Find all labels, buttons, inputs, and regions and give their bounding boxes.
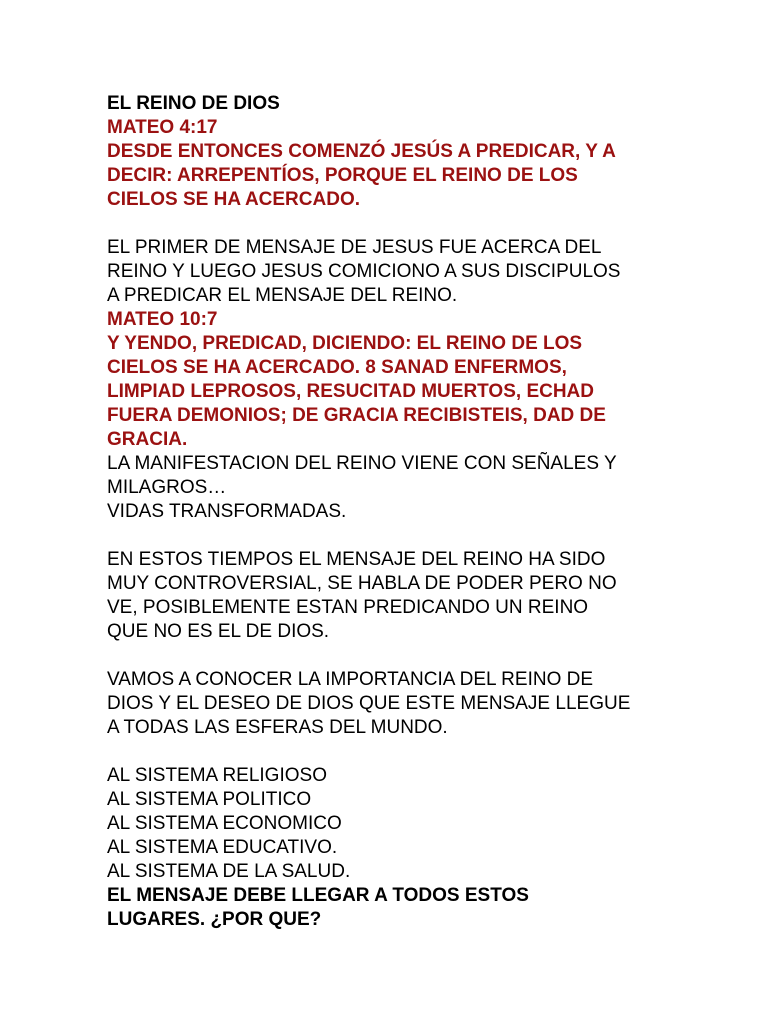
- paragraph-spacer: [107, 740, 687, 764]
- paragraph-line: VE, POSIBLEMENTE ESTAN PREDICANDO UN REINO: [107, 597, 589, 618]
- paragraph-line: EL PRIMER DE MENSAJE DE JESUS FUE ACERCA DEL: [107, 237, 602, 258]
- paragraph-line: A TODAS LAS ESFERAS DEL MUNDO.: [107, 717, 448, 738]
- verse-reference: MATEO 10:7: [107, 309, 218, 330]
- paragraph-line: DIOS Y EL DESEO DE DIOS QUE ESTE MENSAJE LLEGUE: [107, 693, 631, 714]
- paragraph-line: VIDAS TRANSFORMADAS.: [107, 501, 347, 522]
- verse-text-line: LIMPIAD LEPROSOS, RESUCITAD MUERTOS, ECHAD: [107, 381, 594, 402]
- verse-text-line: DESDE ENTONCES COMENZÓ JESÚS A PREDICAR, Y A: [107, 141, 616, 162]
- verse-text-line: FUERA DEMONIOS; DE GRACIA RECIBISTEIS, DAD DE: [107, 405, 606, 426]
- paragraph-line: QUE NO ES EL DE DIOS.: [107, 621, 330, 642]
- verse-text-line: DECIR: ARREPENTÍOS, PORQUE EL REINO DE LOS: [107, 165, 578, 186]
- document-title: EL REINO DE DIOS: [107, 93, 280, 114]
- verse-text-line: CIELOS SE HA ACERCADO. 8 SANAD ENFERMOS,: [107, 357, 567, 378]
- paragraph-line: REINO Y LUEGO JESUS COMICIONO A SUS DISCIPULOS: [107, 261, 621, 282]
- system-list-item: AL SISTEMA ECONOMICO: [107, 813, 342, 834]
- paragraph-line: LA MANIFESTACION DEL REINO VIENE CON SEÑALES Y: [107, 453, 617, 474]
- paragraph-line: MUY CONTROVERSIAL, SE HABLA DE PODER PERO NO: [107, 573, 617, 594]
- system-list-item: AL SISTEMA EDUCATIVO.: [107, 837, 338, 858]
- system-list-item: AL SISTEMA RELIGIOSO: [107, 765, 327, 786]
- closing-line: LUGARES. ¿POR QUE?: [107, 909, 322, 930]
- system-list-item: AL SISTEMA POLITICO: [107, 789, 312, 810]
- paragraph-spacer: [107, 212, 687, 236]
- paragraph-spacer: [107, 644, 687, 668]
- paragraph-spacer: [107, 524, 687, 548]
- verse-reference: MATEO 4:17: [107, 117, 218, 138]
- paragraph-line: MILAGROS…: [107, 477, 227, 498]
- verse-text-line: Y YENDO, PREDICAD, DICIENDO: EL REINO DE LOS: [107, 333, 583, 354]
- paragraph-line: A PREDICAR EL MENSAJE DEL REINO.: [107, 285, 458, 306]
- verse-text-line: CIELOS SE HA ACERCADO.: [107, 189, 361, 210]
- verse-text-line: GRACIA.: [107, 429, 188, 450]
- system-list-item: AL SISTEMA DE LA SALUD.: [107, 861, 351, 882]
- paragraph-line: VAMOS A CONOCER LA IMPORTANCIA DEL REINO DE: [107, 669, 594, 690]
- closing-line: EL MENSAJE DEBE LLEGAR A TODOS ESTOS: [107, 885, 529, 906]
- document-page: [107, 92, 687, 932]
- paragraph-line: EN ESTOS TIEMPOS EL MENSAJE DEL REINO HA SIDO: [107, 549, 606, 570]
